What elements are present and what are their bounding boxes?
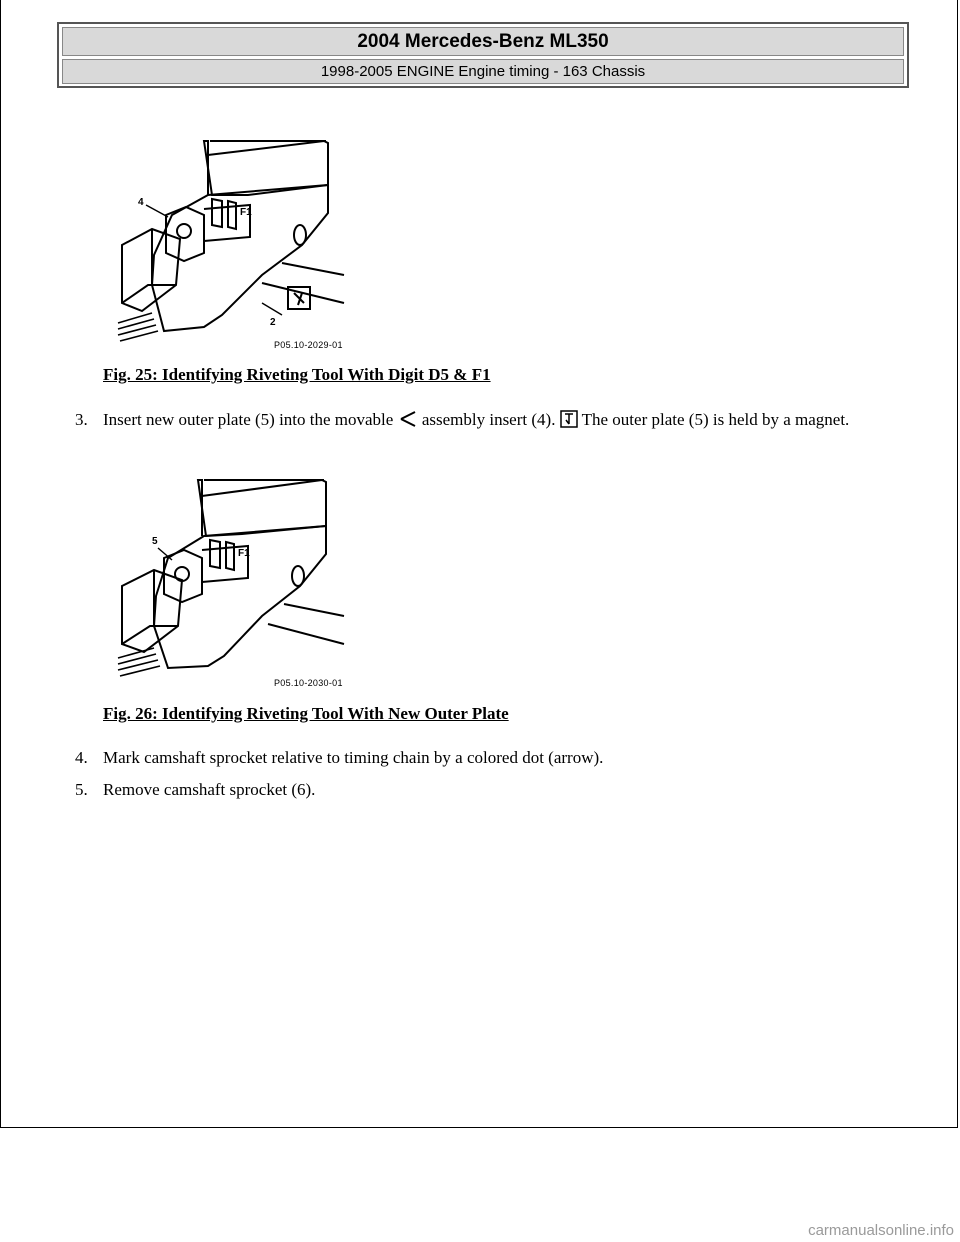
step-3 xyxy=(75,408,875,458)
step-3-text-b: assembly insert (4). xyxy=(417,410,560,429)
figure-26-code: P05.10-2030-01 xyxy=(274,678,343,688)
step-3-number: 3. xyxy=(75,410,88,429)
figure-25-caption: Fig. 25: Identifying Riveting Tool With Digit D5 & F1 xyxy=(103,365,491,384)
step-5-number: 5. xyxy=(75,780,88,799)
step-5-text: Remove camshaft sprocket (6). xyxy=(103,780,316,799)
callout-4: 4 xyxy=(138,197,144,208)
callout-2: 2 xyxy=(270,317,276,328)
header-title: 2004 Mercedes-Benz ML350 xyxy=(62,27,904,56)
header-subtitle: 1998-2005 ENGINE Engine timing - 163 Chassis xyxy=(62,59,904,84)
wrench-tool-icon xyxy=(398,410,418,435)
step-3-text-a: Insert new outer plate (5) into the movable xyxy=(103,410,398,429)
callout-f1: F1 xyxy=(238,548,250,559)
watermark: carmanualsonline.info xyxy=(808,1222,954,1239)
step-3-text-c: The outer plate (5) is held by a magnet. xyxy=(577,410,850,429)
figure-25-code: P05.10-2029-01 xyxy=(274,340,343,350)
note-icon xyxy=(560,410,578,435)
step-4 xyxy=(75,746,875,770)
figure-26-caption: Fig. 26: Identifying Riveting Tool With New Outer Plate xyxy=(103,704,509,723)
page-header xyxy=(57,22,909,88)
step-4-number: 4. xyxy=(75,748,88,767)
figure-25-illustration xyxy=(112,135,360,355)
callout-5: 5 xyxy=(152,536,158,547)
callout-f1: F1 xyxy=(240,207,252,218)
step-5 xyxy=(75,778,875,802)
step-4-text: Mark camshaft sprocket relative to timing chain by a colored dot (arrow). xyxy=(103,748,604,767)
figure-26-illustration xyxy=(112,474,360,692)
